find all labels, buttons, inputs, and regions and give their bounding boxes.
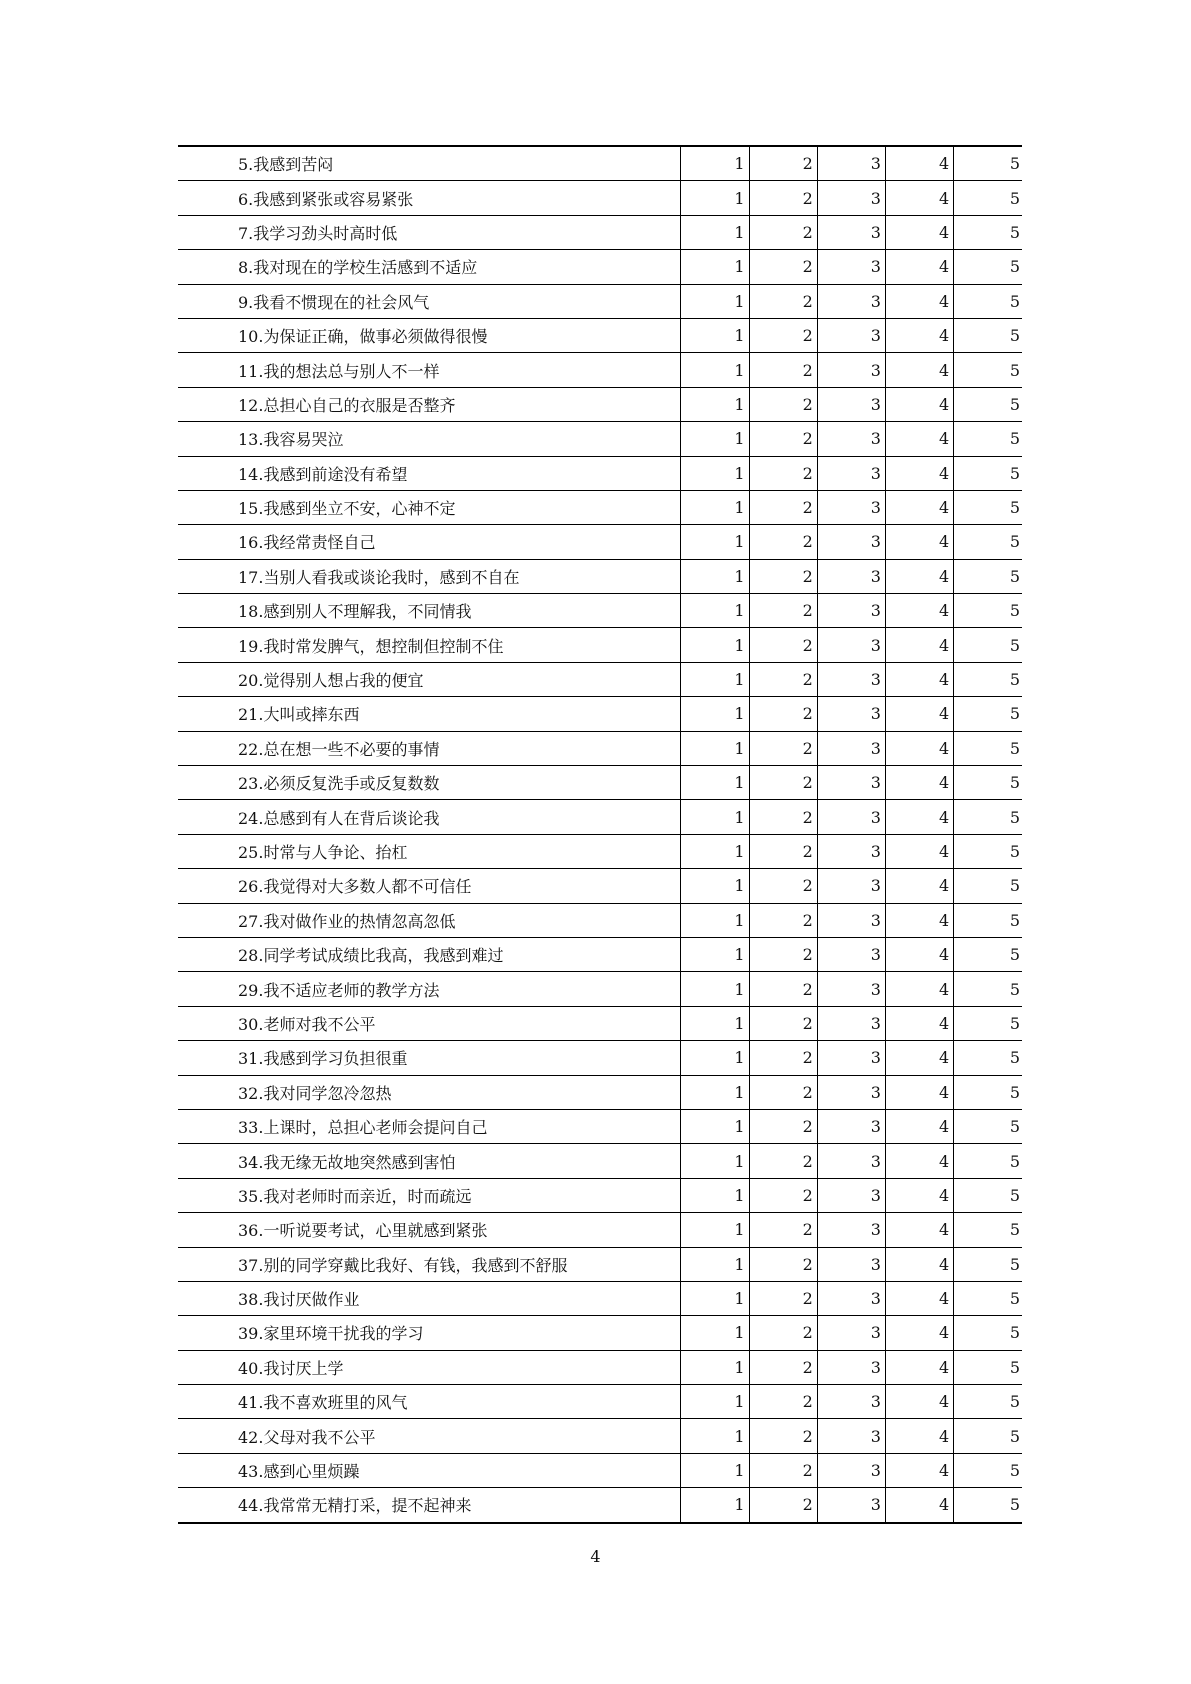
rating-option-2[interactable]: 2 xyxy=(749,1109,817,1143)
question-text: 38.我讨厌做作业 xyxy=(178,1281,681,1315)
rating-option-2[interactable]: 2 xyxy=(749,662,817,696)
rating-option-2[interactable]: 2 xyxy=(749,215,817,249)
rating-option-2[interactable]: 2 xyxy=(749,1144,817,1178)
question-text: 19.我时常发脾气，想控制但控制不住 xyxy=(178,628,681,662)
rating-option-4[interactable]: 4 xyxy=(885,1453,953,1487)
rating-option-4[interactable]: 4 xyxy=(885,525,953,559)
question-text: 26.我觉得对大多数人都不可信任 xyxy=(178,869,681,903)
table-row xyxy=(178,1109,1022,1143)
question-text: 20.觉得别人想占我的便宜 xyxy=(178,662,681,696)
rating-option-2[interactable]: 2 xyxy=(749,628,817,662)
rating-option-4[interactable]: 4 xyxy=(885,766,953,800)
question-text: 35.我对老师时而亲近，时而疏远 xyxy=(178,1178,681,1212)
rating-option-4[interactable]: 4 xyxy=(885,800,953,834)
rating-option-3[interactable]: 3 xyxy=(817,697,885,731)
rating-option-3[interactable]: 3 xyxy=(817,146,885,181)
rating-option-1[interactable]: 1 xyxy=(681,1350,749,1384)
table-row xyxy=(178,250,1022,284)
rating-option-4[interactable]: 4 xyxy=(885,456,953,490)
rating-option-4[interactable]: 4 xyxy=(885,869,953,903)
rating-option-4[interactable]: 4 xyxy=(885,1488,953,1523)
rating-option-1[interactable]: 1 xyxy=(681,181,749,215)
question-text: 17.当别人看我或谈论我时，感到不自在 xyxy=(178,559,681,593)
rating-option-4[interactable]: 4 xyxy=(885,1419,953,1453)
rating-option-5[interactable]: 5 xyxy=(954,1453,1022,1487)
rating-option-2[interactable]: 2 xyxy=(749,525,817,559)
rating-option-4[interactable]: 4 xyxy=(885,1006,953,1040)
rating-option-1[interactable]: 1 xyxy=(681,869,749,903)
rating-option-4[interactable]: 4 xyxy=(885,181,953,215)
rating-option-1[interactable]: 1 xyxy=(681,1385,749,1419)
rating-option-5[interactable]: 5 xyxy=(954,387,1022,421)
rating-option-1[interactable]: 1 xyxy=(681,731,749,765)
rating-option-5[interactable]: 5 xyxy=(954,215,1022,249)
table-row xyxy=(178,594,1022,628)
rating-option-1[interactable]: 1 xyxy=(681,697,749,731)
rating-option-3[interactable]: 3 xyxy=(817,387,885,421)
table-row xyxy=(178,869,1022,903)
rating-option-3[interactable]: 3 xyxy=(817,834,885,868)
rating-option-3[interactable]: 3 xyxy=(817,559,885,593)
table-row xyxy=(178,181,1022,215)
rating-option-2[interactable]: 2 xyxy=(749,559,817,593)
rating-option-5[interactable]: 5 xyxy=(954,731,1022,765)
rating-option-4[interactable]: 4 xyxy=(885,594,953,628)
rating-option-2[interactable]: 2 xyxy=(749,1281,817,1315)
rating-option-1[interactable]: 1 xyxy=(681,766,749,800)
table-row xyxy=(178,1453,1022,1487)
rating-option-3[interactable]: 3 xyxy=(817,1109,885,1143)
rating-option-2[interactable]: 2 xyxy=(749,181,817,215)
rating-option-4[interactable]: 4 xyxy=(885,1385,953,1419)
question-text: 7.我学习劲头时高时低 xyxy=(178,215,681,249)
rating-option-3[interactable]: 3 xyxy=(817,525,885,559)
rating-option-2[interactable]: 2 xyxy=(749,972,817,1006)
rating-option-1[interactable]: 1 xyxy=(681,422,749,456)
rating-option-4[interactable]: 4 xyxy=(885,1178,953,1212)
question-text: 5.我感到苦闷 xyxy=(178,146,681,181)
question-text: 16.我经常责怪自己 xyxy=(178,525,681,559)
rating-option-2[interactable]: 2 xyxy=(749,834,817,868)
table-row xyxy=(178,559,1022,593)
rating-option-1[interactable]: 1 xyxy=(681,559,749,593)
rating-option-5[interactable]: 5 xyxy=(954,181,1022,215)
question-text: 14.我感到前途没有希望 xyxy=(178,456,681,490)
rating-option-3[interactable]: 3 xyxy=(817,318,885,352)
rating-option-2[interactable]: 2 xyxy=(749,1213,817,1247)
table-row xyxy=(178,525,1022,559)
question-text: 13.我容易哭泣 xyxy=(178,422,681,456)
rating-option-1[interactable]: 1 xyxy=(681,1247,749,1281)
rating-option-3[interactable]: 3 xyxy=(817,1385,885,1419)
rating-option-4[interactable]: 4 xyxy=(885,937,953,971)
rating-option-1[interactable]: 1 xyxy=(681,1006,749,1040)
rating-option-5[interactable]: 5 xyxy=(954,800,1022,834)
rating-option-3[interactable]: 3 xyxy=(817,1281,885,1315)
question-text: 40.我讨厌上学 xyxy=(178,1350,681,1384)
rating-option-2[interactable]: 2 xyxy=(749,146,817,181)
rating-option-1[interactable]: 1 xyxy=(681,1109,749,1143)
rating-option-5[interactable]: 5 xyxy=(954,146,1022,181)
rating-option-1[interactable]: 1 xyxy=(681,1178,749,1212)
table-row xyxy=(178,766,1022,800)
question-text: 36.一听说要考试，心里就感到紧张 xyxy=(178,1213,681,1247)
rating-option-4[interactable]: 4 xyxy=(885,1075,953,1109)
rating-option-2[interactable]: 2 xyxy=(749,594,817,628)
question-text: 23.必须反复洗手或反复数数 xyxy=(178,766,681,800)
rating-option-5[interactable]: 5 xyxy=(954,490,1022,524)
rating-option-5[interactable]: 5 xyxy=(954,628,1022,662)
rating-option-1[interactable]: 1 xyxy=(681,353,749,387)
rating-option-4[interactable]: 4 xyxy=(885,1109,953,1143)
rating-option-5[interactable]: 5 xyxy=(954,834,1022,868)
rating-option-1[interactable]: 1 xyxy=(681,525,749,559)
table-row xyxy=(178,353,1022,387)
table-row xyxy=(178,1041,1022,1075)
rating-option-5[interactable]: 5 xyxy=(954,1281,1022,1315)
question-text: 12.总担心自己的衣服是否整齐 xyxy=(178,387,681,421)
rating-option-1[interactable]: 1 xyxy=(681,628,749,662)
rating-option-1[interactable]: 1 xyxy=(681,1281,749,1315)
rating-option-5[interactable]: 5 xyxy=(954,1488,1022,1523)
rating-option-3[interactable]: 3 xyxy=(817,800,885,834)
rating-option-2[interactable]: 2 xyxy=(749,353,817,387)
rating-option-1[interactable]: 1 xyxy=(681,387,749,421)
rating-option-2[interactable]: 2 xyxy=(749,490,817,524)
table-row xyxy=(178,1213,1022,1247)
question-text: 31.我感到学习负担很重 xyxy=(178,1041,681,1075)
rating-option-2[interactable]: 2 xyxy=(749,1488,817,1523)
rating-option-4[interactable]: 4 xyxy=(885,284,953,318)
rating-option-5[interactable]: 5 xyxy=(954,1419,1022,1453)
rating-option-5[interactable]: 5 xyxy=(954,422,1022,456)
rating-option-2[interactable]: 2 xyxy=(749,1041,817,1075)
rating-option-4[interactable]: 4 xyxy=(885,1041,953,1075)
rating-option-5[interactable]: 5 xyxy=(954,1247,1022,1281)
rating-option-2[interactable]: 2 xyxy=(749,284,817,318)
rating-option-2[interactable]: 2 xyxy=(749,937,817,971)
table-row xyxy=(178,628,1022,662)
question-text: 25.时常与人争论、抬杠 xyxy=(178,834,681,868)
rating-option-3[interactable]: 3 xyxy=(817,1350,885,1384)
rating-option-1[interactable]: 1 xyxy=(681,1488,749,1523)
table-row xyxy=(178,1075,1022,1109)
table-row xyxy=(178,800,1022,834)
rating-option-5[interactable]: 5 xyxy=(954,525,1022,559)
rating-option-4[interactable]: 4 xyxy=(885,1144,953,1178)
rating-option-2[interactable]: 2 xyxy=(749,1350,817,1384)
rating-option-4[interactable]: 4 xyxy=(885,1281,953,1315)
rating-option-3[interactable]: 3 xyxy=(817,937,885,971)
rating-option-3[interactable]: 3 xyxy=(817,1419,885,1453)
table-row xyxy=(178,937,1022,971)
rating-option-3[interactable]: 3 xyxy=(817,903,885,937)
questionnaire-table xyxy=(178,145,1022,1524)
rating-option-3[interactable]: 3 xyxy=(817,1006,885,1040)
rating-option-4[interactable]: 4 xyxy=(885,387,953,421)
rating-option-3[interactable]: 3 xyxy=(817,1213,885,1247)
rating-option-2[interactable]: 2 xyxy=(749,800,817,834)
question-text: 43.感到心里烦躁 xyxy=(178,1453,681,1487)
rating-option-4[interactable]: 4 xyxy=(885,250,953,284)
rating-option-4[interactable]: 4 xyxy=(885,628,953,662)
table-row xyxy=(178,490,1022,524)
rating-option-5[interactable]: 5 xyxy=(954,1109,1022,1143)
table-row xyxy=(178,662,1022,696)
rating-option-1[interactable]: 1 xyxy=(681,972,749,1006)
table-row xyxy=(178,972,1022,1006)
rating-option-3[interactable]: 3 xyxy=(817,284,885,318)
rating-option-5[interactable]: 5 xyxy=(954,869,1022,903)
rating-option-5[interactable]: 5 xyxy=(954,697,1022,731)
question-text: 39.家里环境干扰我的学习 xyxy=(178,1316,681,1350)
question-text: 10.为保证正确，做事必须做得很慢 xyxy=(178,318,681,352)
rating-option-2[interactable]: 2 xyxy=(749,1075,817,1109)
rating-option-5[interactable]: 5 xyxy=(954,456,1022,490)
rating-option-3[interactable]: 3 xyxy=(817,1041,885,1075)
rating-option-5[interactable]: 5 xyxy=(954,250,1022,284)
rating-option-1[interactable]: 1 xyxy=(681,834,749,868)
table-row xyxy=(178,146,1022,181)
table-row xyxy=(178,387,1022,421)
question-text: 18.感到别人不理解我，不同情我 xyxy=(178,594,681,628)
rating-option-5[interactable]: 5 xyxy=(954,559,1022,593)
rating-option-5[interactable]: 5 xyxy=(954,972,1022,1006)
rating-option-3[interactable]: 3 xyxy=(817,594,885,628)
rating-option-2[interactable]: 2 xyxy=(749,250,817,284)
rating-option-2[interactable]: 2 xyxy=(749,1006,817,1040)
question-text: 34.我无缘无故地突然感到害怕 xyxy=(178,1144,681,1178)
table-row xyxy=(178,1281,1022,1315)
table-row xyxy=(178,1247,1022,1281)
rating-option-2[interactable]: 2 xyxy=(749,903,817,937)
rating-option-1[interactable]: 1 xyxy=(681,215,749,249)
question-text: 41.我不喜欢班里的风气 xyxy=(178,1385,681,1419)
table-row xyxy=(178,731,1022,765)
rating-option-1[interactable]: 1 xyxy=(681,490,749,524)
question-text: 29.我不适应老师的教学方法 xyxy=(178,972,681,1006)
rating-option-5[interactable]: 5 xyxy=(954,937,1022,971)
rating-option-3[interactable]: 3 xyxy=(817,215,885,249)
rating-option-1[interactable]: 1 xyxy=(681,250,749,284)
rating-option-5[interactable]: 5 xyxy=(954,1144,1022,1178)
rating-option-2[interactable]: 2 xyxy=(749,766,817,800)
rating-option-2[interactable]: 2 xyxy=(749,1247,817,1281)
table-row xyxy=(178,1419,1022,1453)
rating-option-5[interactable]: 5 xyxy=(954,284,1022,318)
rating-option-3[interactable]: 3 xyxy=(817,1144,885,1178)
table-row xyxy=(178,215,1022,249)
rating-option-1[interactable]: 1 xyxy=(681,662,749,696)
rating-option-2[interactable]: 2 xyxy=(749,1419,817,1453)
question-text: 22.总在想一些不必要的事情 xyxy=(178,731,681,765)
rating-option-3[interactable]: 3 xyxy=(817,731,885,765)
rating-option-3[interactable]: 3 xyxy=(817,1453,885,1487)
rating-option-2[interactable]: 2 xyxy=(749,731,817,765)
rating-option-2[interactable]: 2 xyxy=(749,422,817,456)
table-row xyxy=(178,1006,1022,1040)
rating-option-4[interactable]: 4 xyxy=(885,697,953,731)
rating-option-4[interactable]: 4 xyxy=(885,1316,953,1350)
question-text: 21.大叫或摔东西 xyxy=(178,697,681,731)
rating-option-4[interactable]: 4 xyxy=(885,731,953,765)
rating-option-1[interactable]: 1 xyxy=(681,1041,749,1075)
rating-option-1[interactable]: 1 xyxy=(681,456,749,490)
rating-option-4[interactable]: 4 xyxy=(885,1247,953,1281)
rating-option-4[interactable]: 4 xyxy=(885,353,953,387)
question-text: 42.父母对我不公平 xyxy=(178,1419,681,1453)
rating-option-2[interactable]: 2 xyxy=(749,697,817,731)
rating-option-3[interactable]: 3 xyxy=(817,972,885,1006)
rating-option-5[interactable]: 5 xyxy=(954,1213,1022,1247)
rating-option-3[interactable]: 3 xyxy=(817,766,885,800)
table-row xyxy=(178,422,1022,456)
question-text: 27.我对做作业的热情忽高忽低 xyxy=(178,903,681,937)
rating-option-3[interactable]: 3 xyxy=(817,250,885,284)
page-number: 4 xyxy=(590,1547,601,1566)
rating-option-2[interactable]: 2 xyxy=(749,1178,817,1212)
rating-option-4[interactable]: 4 xyxy=(885,834,953,868)
rating-option-3[interactable]: 3 xyxy=(817,1488,885,1523)
table-row xyxy=(178,1178,1022,1212)
table-row xyxy=(178,1488,1022,1523)
question-text: 24.总感到有人在背后谈论我 xyxy=(178,800,681,834)
rating-option-5[interactable]: 5 xyxy=(954,353,1022,387)
table-row xyxy=(178,1144,1022,1178)
question-text: 6.我感到紧张或容易紧张 xyxy=(178,181,681,215)
table-row xyxy=(178,284,1022,318)
rating-option-1[interactable]: 1 xyxy=(681,903,749,937)
rating-option-1[interactable]: 1 xyxy=(681,1144,749,1178)
rating-option-1[interactable]: 1 xyxy=(681,1453,749,1487)
rating-option-1[interactable]: 1 xyxy=(681,1316,749,1350)
questionnaire-body xyxy=(178,146,1022,1523)
question-text: 32.我对同学忽冷忽热 xyxy=(178,1075,681,1109)
rating-option-3[interactable]: 3 xyxy=(817,422,885,456)
rating-option-5[interactable]: 5 xyxy=(954,1006,1022,1040)
rating-option-1[interactable]: 1 xyxy=(681,800,749,834)
rating-option-4[interactable]: 4 xyxy=(885,1213,953,1247)
rating-option-3[interactable]: 3 xyxy=(817,1178,885,1212)
question-text: 44.我常常无精打采，提不起神来 xyxy=(238,1496,472,1516)
rating-option-1[interactable]: 1 xyxy=(681,937,749,971)
rating-option-4[interactable]: 4 xyxy=(885,903,953,937)
table-row xyxy=(178,456,1022,490)
rating-option-3[interactable]: 3 xyxy=(817,1075,885,1109)
rating-option-2[interactable]: 2 xyxy=(749,456,817,490)
rating-option-1[interactable]: 1 xyxy=(681,1075,749,1109)
question-text: 37.别的同学穿戴比我好、有钱，我感到不舒服 xyxy=(178,1247,681,1281)
rating-option-5[interactable]: 5 xyxy=(954,1316,1022,1350)
rating-option-1[interactable]: 1 xyxy=(681,318,749,352)
rating-option-5[interactable]: 5 xyxy=(954,1350,1022,1384)
rating-option-5[interactable]: 5 xyxy=(954,594,1022,628)
rating-option-4[interactable]: 4 xyxy=(885,422,953,456)
table-row xyxy=(178,697,1022,731)
question-text: 28.同学考试成绩比我高，我感到难过 xyxy=(178,937,681,971)
table-row xyxy=(178,903,1022,937)
rating-option-4[interactable]: 4 xyxy=(885,1350,953,1384)
rating-option-4[interactable]: 4 xyxy=(885,972,953,1006)
rating-option-3[interactable]: 3 xyxy=(817,490,885,524)
rating-option-2[interactable]: 2 xyxy=(749,318,817,352)
table-row xyxy=(178,1316,1022,1350)
question-text: 30.老师对我不公平 xyxy=(178,1006,681,1040)
rating-option-3[interactable]: 3 xyxy=(817,628,885,662)
table-row xyxy=(178,318,1022,352)
question-text: 8.我对现在的学校生活感到不适应 xyxy=(178,250,681,284)
rating-option-5[interactable]: 5 xyxy=(954,1041,1022,1075)
rating-option-1[interactable]: 1 xyxy=(681,146,749,181)
rating-option-4[interactable]: 4 xyxy=(885,662,953,696)
rating-option-5[interactable]: 5 xyxy=(954,1075,1022,1109)
rating-option-4[interactable]: 4 xyxy=(885,146,953,181)
table-row xyxy=(178,1385,1022,1419)
rating-option-3[interactable]: 3 xyxy=(817,456,885,490)
rating-option-1[interactable]: 1 xyxy=(681,1419,749,1453)
rating-option-5[interactable]: 5 xyxy=(954,662,1022,696)
table-row xyxy=(178,1350,1022,1384)
rating-option-5[interactable]: 5 xyxy=(954,318,1022,352)
question-text: 9.我看不惯现在的社会风气 xyxy=(178,284,681,318)
rating-option-2[interactable]: 2 xyxy=(749,1453,817,1487)
rating-option-5[interactable]: 5 xyxy=(954,1178,1022,1212)
rating-option-3[interactable]: 3 xyxy=(817,1316,885,1350)
question-text: 33.上课时，总担心老师会提问自己 xyxy=(178,1109,681,1143)
rating-option-2[interactable]: 2 xyxy=(749,869,817,903)
rating-option-3[interactable]: 3 xyxy=(817,1247,885,1281)
rating-option-4[interactable]: 4 xyxy=(885,490,953,524)
rating-option-1[interactable]: 1 xyxy=(681,284,749,318)
rating-option-2[interactable]: 2 xyxy=(749,1385,817,1419)
question-text: 15.我感到坐立不安，心神不定 xyxy=(178,490,681,524)
rating-option-3[interactable]: 3 xyxy=(817,662,885,696)
rating-option-4[interactable]: 4 xyxy=(885,318,953,352)
rating-option-5[interactable]: 5 xyxy=(954,1385,1022,1419)
table-row xyxy=(178,834,1022,868)
rating-option-1[interactable]: 1 xyxy=(681,594,749,628)
rating-option-5[interactable]: 5 xyxy=(954,766,1022,800)
rating-option-2[interactable]: 2 xyxy=(749,387,817,421)
rating-option-3[interactable]: 3 xyxy=(817,181,885,215)
rating-option-1[interactable]: 1 xyxy=(681,1213,749,1247)
question-text: 11.我的想法总与别人不一样 xyxy=(178,353,681,387)
rating-option-3[interactable]: 3 xyxy=(817,353,885,387)
rating-option-3[interactable]: 3 xyxy=(817,869,885,903)
rating-option-5[interactable]: 5 xyxy=(954,903,1022,937)
rating-option-2[interactable]: 2 xyxy=(749,1316,817,1350)
rating-option-4[interactable]: 4 xyxy=(885,215,953,249)
rating-option-4[interactable]: 4 xyxy=(885,559,953,593)
